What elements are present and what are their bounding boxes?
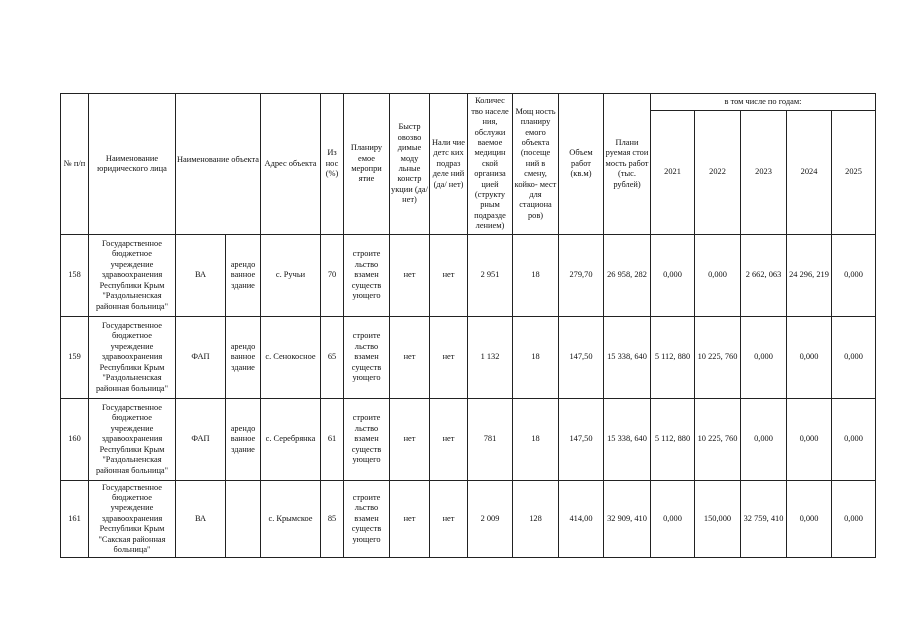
header-year-2024: 2024 (787, 111, 832, 235)
cell-building (226, 481, 261, 558)
cell-prefab: нет (390, 399, 430, 481)
table-row (61, 317, 876, 399)
cell-population: 781 (468, 399, 513, 481)
cell-y2023: 2 662, 063 (741, 235, 787, 317)
cell-building: арендо ванное здание (226, 235, 261, 317)
cell-y2025: 0,000 (832, 399, 876, 481)
cell-children: нет (430, 317, 468, 399)
cell-address: с. Ручьи (261, 235, 321, 317)
cell-y2025: 0,000 (832, 317, 876, 399)
header-child-units: Нали чие детс ких подраз деле ний (да/ нет) (430, 94, 468, 235)
cell-num: 158 (61, 235, 89, 317)
cell-type: ВА (176, 481, 226, 558)
cell-legal-entity: Государственное бюджетное учреждение здравоохранения Республики Крым "Раздольненская районная больница" (89, 235, 176, 317)
cell-cost: 15 338, 640 (604, 399, 651, 481)
cell-children: нет (430, 399, 468, 481)
cell-capacity: 18 (513, 399, 559, 481)
cell-y2024: 0,000 (787, 481, 832, 558)
cell-y2021: 0,000 (651, 481, 695, 558)
cell-event: строите льство взамен существ ующего (344, 317, 390, 399)
cell-volume: 147,50 (559, 317, 604, 399)
cell-population: 2 951 (468, 235, 513, 317)
cell-children: нет (430, 481, 468, 558)
header-by-years: в том числе по годам: (651, 94, 876, 111)
cell-y2022: 0,000 (695, 235, 741, 317)
cell-children: нет (430, 235, 468, 317)
cell-num: 160 (61, 399, 89, 481)
cell-building: арендо ванное здание (226, 317, 261, 399)
cell-population: 1 132 (468, 317, 513, 399)
header-object-name: Наименование объекта (176, 94, 261, 235)
table-row (61, 481, 876, 558)
cell-event: строите льство взамен существ ующего (344, 235, 390, 317)
cell-y2024: 24 296, 219 (787, 235, 832, 317)
header-year-2025: 2025 (832, 111, 876, 235)
cell-address: с. Сенокосное (261, 317, 321, 399)
cell-num: 161 (61, 481, 89, 558)
header-legal-entity: Наименование юридического лица (89, 94, 176, 235)
header-year-2023: 2023 (741, 111, 787, 235)
cell-legal-entity: Государственное бюджетное учреждение здравоохранения Республики Крым "Раздольненская районная больница" (89, 399, 176, 481)
cell-y2022: 10 225, 760 (695, 399, 741, 481)
cell-event: строите льство взамен существ ующего (344, 481, 390, 558)
header-num: № п/п (61, 94, 89, 235)
objects-table (60, 93, 876, 558)
cell-prefab: нет (390, 481, 430, 558)
cell-wear: 85 (321, 481, 344, 558)
header-year-2021: 2021 (651, 111, 695, 235)
cell-y2023: 0,000 (741, 399, 787, 481)
header-prefab-modules: Быстр овозво димые моду льные констр укции (да/ нет) (390, 94, 430, 235)
cell-y2024: 0,000 (787, 317, 832, 399)
cell-type: ФАП (176, 317, 226, 399)
table-row (61, 235, 876, 317)
cell-building: арендо ванное здание (226, 399, 261, 481)
cell-prefab: нет (390, 317, 430, 399)
cell-y2021: 5 112, 880 (651, 399, 695, 481)
cell-capacity: 18 (513, 317, 559, 399)
cell-volume: 279,70 (559, 235, 604, 317)
cell-type: ВА (176, 235, 226, 317)
cell-volume: 147,50 (559, 399, 604, 481)
cell-wear: 61 (321, 399, 344, 481)
cell-y2022: 150,000 (695, 481, 741, 558)
cell-legal-entity: Государственное бюджетное учреждение здравоохранения Республики Крым "Сакская районная больница" (89, 481, 176, 558)
header-population: Количес тво населе ния, обслужи ваемое медицин ской организа цией (структу рным подразде лением) (468, 94, 513, 235)
cell-wear: 65 (321, 317, 344, 399)
cell-prefab: нет (390, 235, 430, 317)
cell-type: ФАП (176, 399, 226, 481)
cell-address: с. Серебрянка (261, 399, 321, 481)
cell-capacity: 18 (513, 235, 559, 317)
cell-y2024: 0,000 (787, 399, 832, 481)
header-address: Адрес объекта (261, 94, 321, 235)
cell-capacity: 128 (513, 481, 559, 558)
cell-cost: 32 909, 410 (604, 481, 651, 558)
cell-y2021: 5 112, 880 (651, 317, 695, 399)
cell-y2022: 10 225, 760 (695, 317, 741, 399)
cell-address: с. Крымское (261, 481, 321, 558)
header-capacity: Мощ ность планиру емого объекта (посеще ний в смену, койко- мест для стациона ров) (513, 94, 559, 235)
cell-event: строите льство взамен существ ующего (344, 399, 390, 481)
cell-y2025: 0,000 (832, 235, 876, 317)
cell-legal-entity: Государственное бюджетное учреждение здравоохранения Республики Крым "Раздольненская районная больница" (89, 317, 176, 399)
header-wear: Из нос (%) (321, 94, 344, 235)
header-planned-event: Планиру емое меропри ятие (344, 94, 390, 235)
cell-y2021: 0,000 (651, 235, 695, 317)
cell-num: 159 (61, 317, 89, 399)
table-header (61, 94, 876, 235)
header-work-volume: Объем работ (кв.м) (559, 94, 604, 235)
cell-y2025: 0,000 (832, 481, 876, 558)
cell-y2023: 0,000 (741, 317, 787, 399)
cell-wear: 70 (321, 235, 344, 317)
table-row (61, 399, 876, 481)
cell-cost: 15 338, 640 (604, 317, 651, 399)
cell-volume: 414,00 (559, 481, 604, 558)
cell-population: 2 009 (468, 481, 513, 558)
header-planned-cost: Плани руемая стои мость работ (тыс. рублей) (604, 94, 651, 235)
header-year-2022: 2022 (695, 111, 741, 235)
cell-cost: 26 958, 282 (604, 235, 651, 317)
cell-y2023: 32 759, 410 (741, 481, 787, 558)
